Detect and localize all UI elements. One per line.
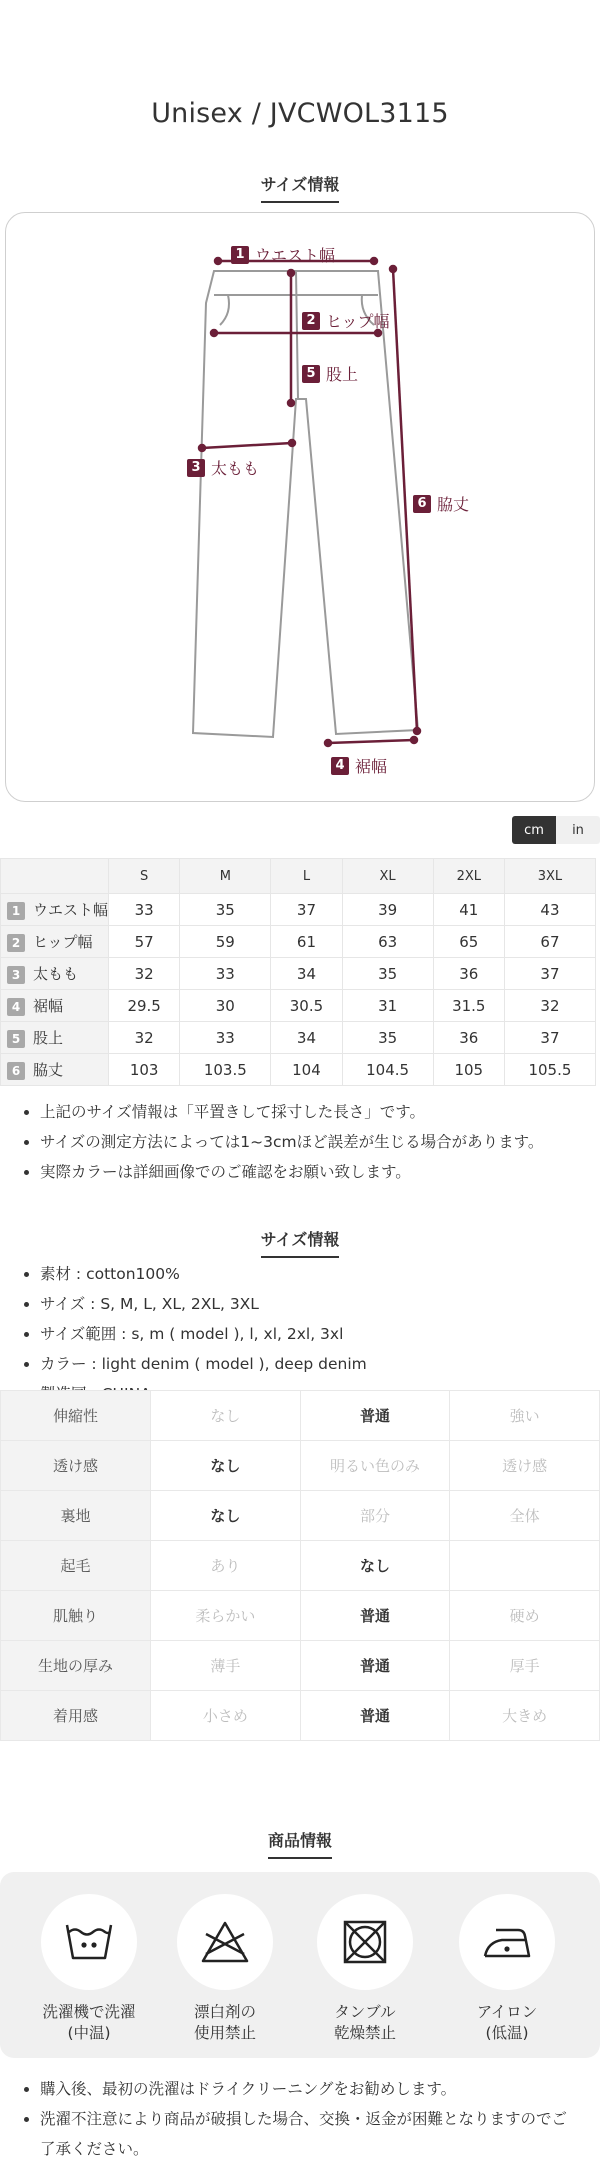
table-row — [1, 1391, 600, 1441]
table-row — [1, 1641, 600, 1691]
attribute-option: 小さめ — [151, 1691, 301, 1741]
attribute-name: 伸縮性 — [1, 1391, 151, 1441]
size-col-header: XL — [342, 859, 433, 894]
attribute-option: 大きめ — [450, 1691, 600, 1741]
label-rise: 5 股上 — [302, 362, 358, 385]
attribute-name: 起毛 — [1, 1541, 151, 1591]
table-cell: 34 — [271, 958, 342, 990]
list-item: カラー : light denim ( model ), deep denim — [22, 1349, 582, 1379]
label-hip: 2 ヒップ幅 — [302, 309, 390, 332]
table-row — [1, 894, 596, 926]
table-cell: 104 — [271, 1054, 342, 1086]
table-row — [1, 1691, 600, 1741]
attribute-option: 部分 — [300, 1491, 450, 1541]
table-cell: 31.5 — [433, 990, 504, 1022]
table-cell: 43 — [504, 894, 595, 926]
spec-list — [22, 1259, 582, 1409]
list-item: 洗濯不注意により商品が破損した場合、交換・返金が困難となりますのでご了承ください。 — [22, 2104, 582, 2164]
attribute-option: 普通 — [300, 1641, 450, 1691]
table-cell: 37 — [504, 1022, 595, 1054]
table-cell: 61 — [271, 926, 342, 958]
row-header: 5 股上 — [1, 1022, 109, 1054]
list-item: 実際カラーは詳細画像でのご確認をお願い致します。 — [22, 1157, 582, 1187]
table-cell: 37 — [504, 958, 595, 990]
list-item: サイズ : S, M, L, XL, 2XL, 3XL — [22, 1289, 582, 1319]
table-cell: 57 — [109, 926, 180, 958]
row-header: 1 ウエスト幅 — [1, 894, 109, 926]
attribute-option: なし — [151, 1441, 301, 1491]
pants-outline-illustration — [6, 213, 596, 803]
table-row — [1, 1054, 596, 1086]
washing-machine-icon — [41, 1894, 137, 1990]
attribute-option: 全体 — [450, 1491, 600, 1541]
list-item: サイズ範囲 : s, m ( model ), l, xl, 2xl, 3xl — [22, 1319, 582, 1349]
no-tumble-dry-icon — [317, 1894, 413, 1990]
size-table — [0, 858, 596, 1086]
attribute-option: 普通 — [300, 1691, 450, 1741]
table-cell: 35 — [342, 1022, 433, 1054]
label-thigh: 3 太もも — [187, 456, 259, 479]
table-cell: 103 — [109, 1054, 180, 1086]
table-row — [1, 1591, 600, 1641]
care-notes — [22, 2074, 582, 2164]
table-cell: 34 — [271, 1022, 342, 1054]
fabric-attribute-table — [0, 1390, 600, 1741]
table-cell: 35 — [180, 894, 271, 926]
table-row — [1, 1541, 600, 1591]
table-cell: 33 — [109, 894, 180, 926]
unit-cm-button[interactable]: cm — [512, 816, 556, 844]
attribute-option: 普通 — [300, 1391, 450, 1441]
size-info-heading: サイズ情報 — [0, 172, 600, 203]
attribute-option: なし — [151, 1491, 301, 1541]
size-diagram — [5, 212, 595, 802]
label-waist: 1 ウエスト幅 — [231, 243, 335, 266]
table-cell: 31 — [342, 990, 433, 1022]
table-cell: 41 — [433, 894, 504, 926]
table-cell: 39 — [342, 894, 433, 926]
table-row — [1, 926, 596, 958]
table-cell: 32 — [109, 1022, 180, 1054]
table-cell: 103.5 — [180, 1054, 271, 1086]
table-row — [1, 1491, 600, 1541]
table-cell: 67 — [504, 926, 595, 958]
row-header: 2 ヒップ幅 — [1, 926, 109, 958]
size-col-header: 2XL — [433, 859, 504, 894]
attribute-name: 肌触り — [1, 1591, 151, 1641]
size-table-corner — [1, 859, 109, 894]
attribute-option: 透け感 — [450, 1441, 600, 1491]
table-cell: 37 — [271, 894, 342, 926]
table-row — [1, 1441, 600, 1491]
table-cell: 33 — [180, 958, 271, 990]
table-cell: 63 — [342, 926, 433, 958]
attribute-option: なし — [300, 1541, 450, 1591]
no-bleach-icon — [177, 1894, 273, 1990]
label-outseam: 6 脇丈 — [413, 492, 469, 515]
attribute-name: 透け感 — [1, 1441, 151, 1491]
table-cell: 36 — [433, 1022, 504, 1054]
care-item-tumble: タンブル 乾燥禁止 — [305, 1894, 425, 2044]
size-col-header: 3XL — [504, 859, 595, 894]
unit-in-button[interactable]: in — [556, 816, 600, 844]
table-cell: 33 — [180, 1022, 271, 1054]
care-item-iron: アイロン (低温) — [447, 1894, 567, 2044]
list-item: サイズの測定方法によっては1~3cmほど誤差が生じる場合があります。 — [22, 1127, 582, 1157]
attribute-option: 柔らかい — [151, 1591, 301, 1641]
table-cell: 29.5 — [109, 990, 180, 1022]
attribute-option: 強い — [450, 1391, 600, 1441]
attribute-option — [450, 1541, 600, 1591]
list-item: 購入後、最初の洗濯はドライクリーニングをお勧めします。 — [22, 2074, 582, 2104]
attribute-option: 硬め — [450, 1591, 600, 1641]
table-row — [1, 958, 596, 990]
attribute-option: あり — [151, 1541, 301, 1591]
attribute-name: 生地の厚み — [1, 1641, 151, 1691]
care-instructions — [0, 1872, 600, 2058]
iron-low-icon — [459, 1894, 555, 1990]
table-cell: 30 — [180, 990, 271, 1022]
table-cell: 35 — [342, 958, 433, 990]
table-cell: 32 — [504, 990, 595, 1022]
attribute-option: 厚手 — [450, 1641, 600, 1691]
table-cell: 59 — [180, 926, 271, 958]
label-hem: 4 裾幅 — [331, 754, 387, 777]
size-col-header: L — [271, 859, 342, 894]
size-notes — [22, 1097, 582, 1187]
table-cell: 32 — [109, 958, 180, 990]
product-info-heading: 商品情報 — [0, 1828, 600, 1859]
table-cell: 65 — [433, 926, 504, 958]
unit-toggle — [512, 816, 600, 844]
table-row — [1, 1022, 596, 1054]
size-col-header: S — [109, 859, 180, 894]
attribute-name: 裏地 — [1, 1491, 151, 1541]
table-cell: 104.5 — [342, 1054, 433, 1086]
list-item: 素材 : cotton100% — [22, 1259, 582, 1289]
table-row — [1, 990, 596, 1022]
table-cell: 36 — [433, 958, 504, 990]
row-header: 6 脇丈 — [1, 1054, 109, 1086]
table-cell: 30.5 — [271, 990, 342, 1022]
attribute-option: 薄手 — [151, 1641, 301, 1691]
product-title: Unisex / JVCWOL3115 — [151, 98, 449, 129]
row-header: 3 太もも — [1, 958, 109, 990]
spec-heading: サイズ情報 — [0, 1227, 600, 1258]
care-item-bleach: 漂白剤の 使用禁止 — [165, 1894, 285, 2044]
size-table-header — [1, 859, 596, 894]
row-header: 4 裾幅 — [1, 990, 109, 1022]
attribute-option: 明るい色のみ — [300, 1441, 450, 1491]
care-item-washing: 洗濯機で洗濯 (中温) — [29, 1894, 149, 2044]
size-col-header: M — [180, 859, 271, 894]
list-item: 上記のサイズ情報は「平置きして採寸した長さ」です。 — [22, 1097, 582, 1127]
attribute-name: 着用感 — [1, 1691, 151, 1741]
table-cell: 105.5 — [504, 1054, 595, 1086]
attribute-option: なし — [151, 1391, 301, 1441]
attribute-option: 普通 — [300, 1591, 450, 1641]
table-cell: 105 — [433, 1054, 504, 1086]
